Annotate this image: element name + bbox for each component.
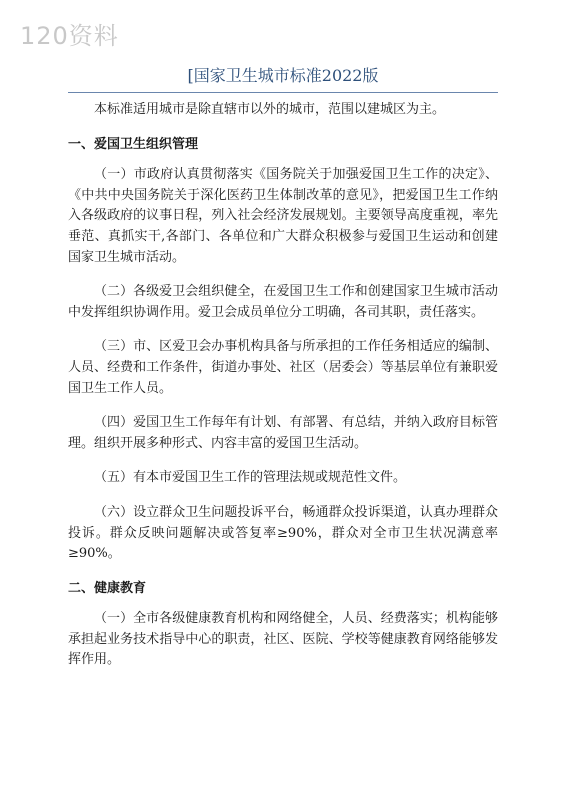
document-title: [国家卫生城市标准2022版 bbox=[68, 66, 498, 93]
document-body bbox=[68, 100, 498, 671]
section-paragraph: （三）市、区爱卫会办事机构具备与所承担的工作任务相适应的编制、人员、经费和工作条件，街道办事处、社区（居委会）等基层单位有兼职爱国卫生工作人员。 bbox=[68, 339, 498, 396]
section-paragraph: （二）各级爱卫会组织健全，在爱国卫生工作和创建国家卫生城市活动中发挥组织协调作用。爱卫会成员单位分工明确，各司其职，责任落实。 bbox=[68, 284, 498, 320]
intro-paragraph: 本标准适用城市是除直辖市以外的城市，范围以建城区为主。 bbox=[94, 102, 446, 117]
section-heading: 二、健康教育 bbox=[68, 580, 147, 596]
section-paragraph: （一）全市各级健康教育机构和网络健全，人员、经费落实；机构能够承担起业务技术指导中心的职责，社区、医院、学校等健康教育网络能够发挥作用。 bbox=[68, 611, 498, 668]
section-paragraph: （四）爱国卫生工作每年有计划、有部署、有总结，并纳入政府目标管理。组织开展多种形式、内容丰富的爱国卫生活动。 bbox=[68, 415, 498, 451]
section-heading: 一、爱国卫生组织管理 bbox=[68, 136, 199, 152]
section-paragraph: （六）设立群众卫生问题投诉平台，畅通群众投诉渠道，认真办理群众投诉。群众反映问题解决或答复率≥90%，群众对全市卫生状况满意率≥90%。 bbox=[68, 504, 498, 562]
section-paragraph: （五）有本市爱国卫生工作的管理法规或规范性文件。 bbox=[94, 470, 407, 486]
section-paragraph: （一）市政府认真贯彻落实《国务院关于加强爱国卫生工作的决定》、《中共中央国务院关于深化医药卫生体制改革的意见》，把爱国卫生工作纳入各级政府的议事日程，列入社会经济发展规划。主要领导高度重视，率先垂范、真抓实干,各部门、各单位和广大群众积极参与爱国卫生运动和创建国家卫生城市活动。 bbox=[68, 167, 498, 265]
watermark: 120资料 bbox=[20, 22, 119, 50]
